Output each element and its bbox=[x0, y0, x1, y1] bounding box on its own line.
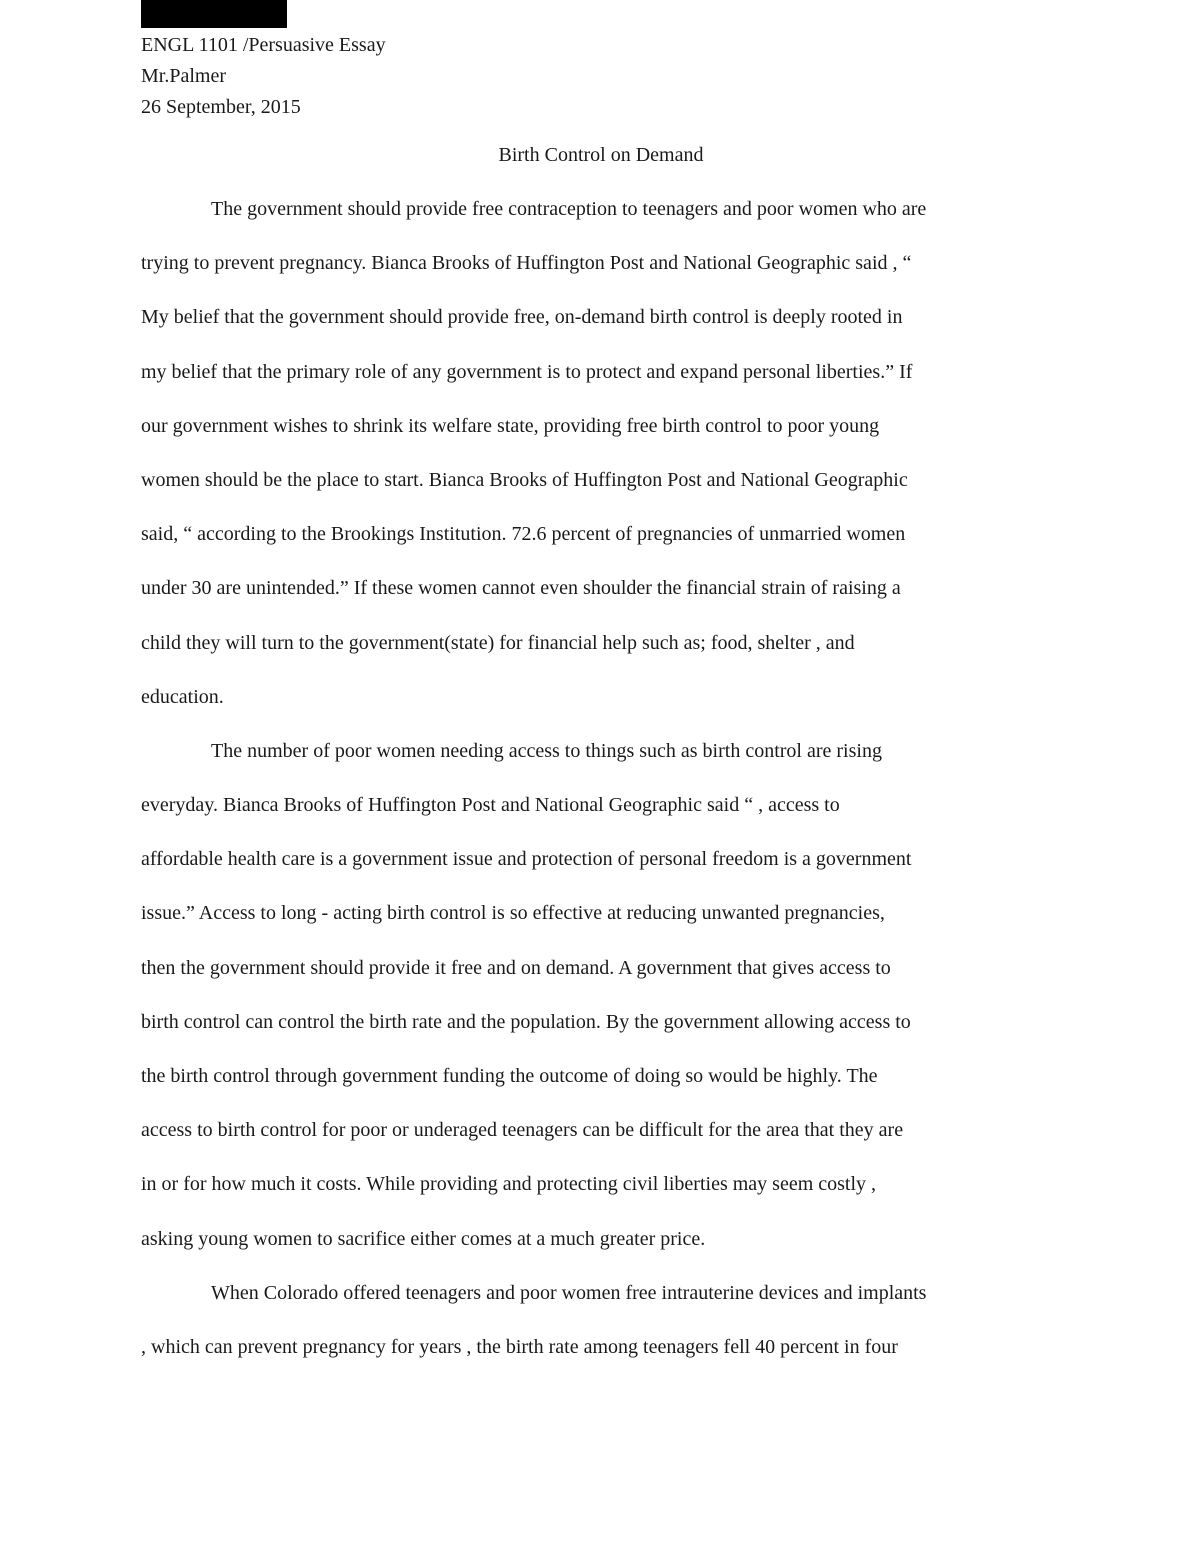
body-line: said, “ according to the Brookings Institution. 72.6 percent of pregnancies of unmarried women bbox=[141, 523, 906, 546]
body-line: asking young women to sacrifice either comes at a much greater price. bbox=[141, 1227, 706, 1250]
date-line: 26 September, 2015 bbox=[141, 96, 301, 118]
body-line: in or for how much it costs. While providing and protecting civil liberties may seem costly , bbox=[141, 1173, 877, 1196]
redaction-block bbox=[141, 0, 287, 28]
body-line: My belief that the government should provide free, on-demand birth control is deeply rooted in bbox=[141, 306, 903, 329]
course-line: ENGL 1101 /Persuasive Essay bbox=[141, 34, 386, 56]
body-line: education. bbox=[141, 685, 224, 708]
body-line: my belief that the primary role of any government is to protect and expand personal liberties.” If bbox=[141, 360, 913, 383]
body-line: then the government should provide it free and on demand. A government that gives access to bbox=[141, 956, 891, 979]
body-line: The number of poor women needing access to things such as birth control are rising bbox=[211, 739, 882, 762]
body-line: women should be the place to start. Bianca Brooks of Huffington Post and National Geographic bbox=[141, 468, 908, 491]
instructor-line: Mr.Palmer bbox=[141, 65, 226, 87]
body-line: When Colorado offered teenagers and poor women free intrauterine devices and implants bbox=[211, 1281, 927, 1304]
body-line: everyday. Bianca Brooks of Huffington Post and National Geographic said “ , access to bbox=[141, 794, 840, 817]
essay-header bbox=[141, 30, 1061, 123]
body-line: , which can prevent pregnancy for years , the birth rate among teenagers fell 40 percent in four bbox=[141, 1335, 898, 1358]
body-line: access to birth control for poor or underaged teenagers can be difficult for the area that they are bbox=[141, 1119, 904, 1142]
body-line: birth control can control the birth rate and the population. By the government allowing access to bbox=[141, 1010, 911, 1033]
body-line: child they will turn to the government(state) for financial help such as; food, shelter , and bbox=[141, 631, 855, 654]
body-line: our government wishes to shrink its welfare state, providing free birth control to poor young bbox=[141, 414, 880, 437]
essay-body bbox=[141, 182, 1061, 1374]
body-line: the birth control through government funding the outcome of doing so would be highly. The bbox=[141, 1065, 878, 1087]
essay-title: Birth Control on Demand bbox=[498, 144, 704, 166]
body-line: affordable health care is a government issue and protection of personal freedom is a government bbox=[141, 848, 912, 871]
body-line: trying to prevent pregnancy. Bianca Brooks of Huffington Post and National Geographic said , “ bbox=[141, 252, 912, 275]
body-line: The government should provide free contraception to teenagers and poor women who are bbox=[211, 198, 927, 220]
body-line: issue.” Access to long - acting birth control is so effective at reducing unwanted pregnancies, bbox=[141, 902, 885, 925]
body-line: under 30 are unintended.” If these women cannot even shoulder the financial strain of raising a bbox=[141, 577, 901, 600]
